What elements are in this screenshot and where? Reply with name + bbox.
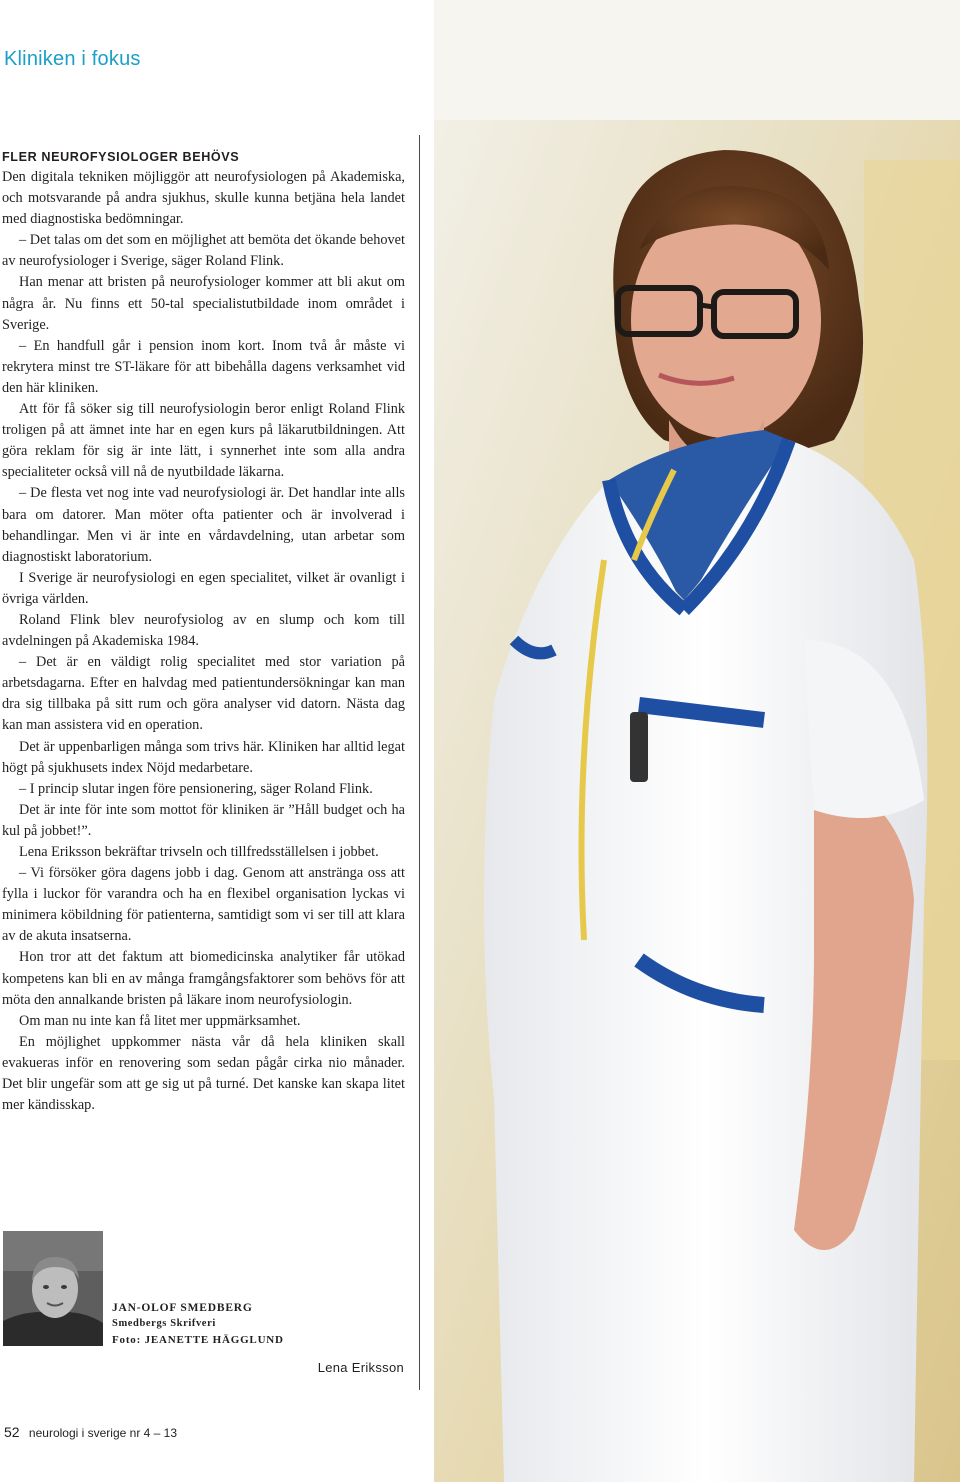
photo-caption: Lena Eriksson [317, 1360, 404, 1375]
article-body [2, 148, 405, 1116]
paragraph: Han menar att bristen på neurofysiologer kommer att bli akut om några år. Nu finns ett 50-tal specialistutbildade inom området i Sverige. [2, 274, 405, 333]
paragraph: – I princip slutar ingen före pensionering, säger Roland Flink. [19, 780, 373, 797]
column-divider [419, 135, 420, 1390]
paragraph: – En handfull går i pension inom kort. Inom två år måste vi rekrytera minst tre ST-läkare för att bibehålla dagens verksamhet vid den här kliniken. [2, 337, 405, 396]
paragraph: Det är uppenbarligen många som trivs här. Kliniken har alltid legat högt på sjukhusets index Nöjd medarbetare. [2, 738, 405, 776]
photo-credit: Foto: JEANETTE HÄGGLUND [112, 1334, 284, 1346]
paragraph: Lena Eriksson bekräftar trivseln och tillfredsställelsen i jobbet. [19, 844, 379, 860]
paragraph: En möjlighet uppkommer nästa vår då hela kliniken skall evakueras inför en renovering som sedan pågår cirka nio månader. Det blir ungefär som att ge sig ut på turné. Det kanske kan skapa litet mer kändisskap. [2, 1033, 405, 1114]
article-heading: FLER NEUROFYSIOLOGER BEHÖVS [2, 150, 240, 164]
paragraph: – Det talas om det som en möjlighet att bemöta det ökande behovet av neurofysiologer i Sverige, säger Roland Flink. [2, 232, 405, 270]
section-title: Kliniken i fokus [4, 48, 141, 70]
paragraph: Hon tror att det faktum att biomedicinska analytiker får utökad kompetens kan bli en av många framgångsfaktorer som behövs för att möta den annalkande bristen på läkare inom neurofysiologin. [2, 949, 405, 1008]
paragraph: – Vi försöker göra dagens jobb i dag. Genom att anstränga oss att fylla i luckor för varandra och ha en flexibel organisation lyckas vi minimera köbildning för patienterna, samtidigt som vi ser till att klara av de akuta insatserna. [2, 865, 405, 945]
portrait-photo [434, 0, 960, 1482]
publication-name: neurologi i sverige nr 4 – 13 [28, 1426, 178, 1440]
page-footer [4, 1424, 177, 1440]
page-number: 52 [4, 1424, 20, 1440]
paragraph: I Sverige är neurofysiologi en egen specialitet, vilket är ovanligt i övriga världen. [2, 569, 405, 607]
author-company: Smedbergs Skrifveri [112, 1318, 216, 1329]
paragraph: Om man nu inte kan få litet mer uppmärksamhet. [19, 1012, 301, 1029]
paragraph: – De flesta vet nog inte vad neurofysiologi är. Det handlar inte alls bara om datorer. Man möter ofta patienter och är involverad i behandlingar. Men vi är inte en vårdavdelning, utan arbetar som diagnostiskt laboratorium. [2, 485, 405, 565]
paragraph: Roland Flink blev neurofysiolog av en slump och kom till avdelningen på Akademiska 1984. [2, 611, 405, 650]
paragraph: Den digitala tekniken möjliggör att neurofysiologen på Akademiska, och motsvarande på andra sjukhus, skulle kunna betjäna hela landet med diagnostiska bedömningar. [2, 169, 405, 228]
author-portrait [3, 1231, 103, 1346]
byline [112, 1300, 412, 1348]
paragraph: Att för få söker sig till neurofysiologin beror enligt Roland Flink troligen på att ämnet inte har en egen kurs på läkarutbildningen. Att göra reklam för sig är inte lätt, i synnerhet inte som alla andra specialiteter också vill nå de nyutbildade läkarna. [2, 401, 405, 481]
paragraph: Det är inte för inte som mottot för kliniken är ”Håll budget och ha kul på jobbet!”. [2, 801, 405, 839]
paragraph: – Det är en väldigt rolig specialitet med stor variation på arbetsdagarna. Efter en halvdag med patientundersökningar kan man dra sig tillbaka på sitt rum och göra analyser vid datorn. Nästa dag kan man assistera vid en operation. [2, 654, 405, 734]
author-name: JAN-OLOF SMEDBERG [112, 1302, 253, 1314]
